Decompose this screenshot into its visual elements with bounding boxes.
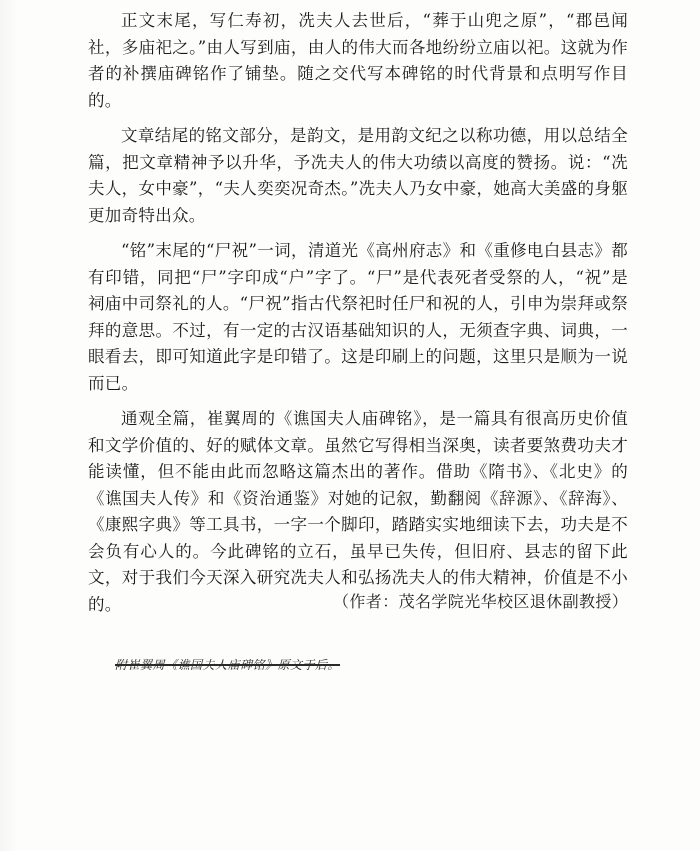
author-note: （作者：茂名学院光华校区退休副教授）: [333, 592, 629, 611]
paragraph-shizhu: “铭”末尾的“尸祝”一词，清道光《高州府志》和《重修电白县志》都有印错，同把“尸”字印成“户”字了。“尸”是代表死者受祭的人，“祝”是祠庙中司祭礼的人。“尸祝”指古代祭祀时任尸和祝的人，引申为崇拜或祭拜的意思。不过，有一定的古汉语基础知识的人，无须查字典、词典，一眼看去，即可知道此字是印错了。这是印刷上的问题，这里只是顺为一说而已。: [88, 241, 628, 393]
paragraph-overview: 通观全篇，崔翼周的《谯国夫人庙碑铭》，是一篇具有很高历史价值和文学价值的、好的赋体文章。虽然它写得相当深奥，读者要煞费功夫才能读懂，但不能由此而忽略这篇杰出的著作。借助《隋书》、《北史》的《谯国夫人传》和《资治通鉴》对她的记叙，勤翻阅《辞源》、《辞海》、《康熙字典》等工具书，一字一个脚印，踏踏实实地细读下去，功夫是不会负有心人的。今此碑铭的立石，虽早已失传，但旧府、县志的留下此文，对于我们今天深入研究冼夫人和弘扬冼夫人的伟大精神，价值是不小的。: [88, 409, 628, 614]
article-body: [88, 8, 628, 627]
scan-shadow: [0, 0, 18, 851]
struck-handwritten-note: 附崔翼周《谯国夫人庙碑铭》原文于后。: [115, 658, 341, 672]
paragraph-inscription: 文章结尾的铭文部分，是韵文，是用韵文纪之以称功德，用以总结全篇，把文章精神予以升华，予冼夫人的伟大功绩以高度的赞扬。说：“冼夫人，女中豪”，“夫人奕奕况奇杰。”冼夫人乃女中豪，她高大美盛的身躯更加奇特出众。: [88, 126, 628, 225]
paragraph-ending: 正文末尾，写仁寿初，冼夫人去世后，“葬于山兜之原”，“郡邑闻社，多庙祀之。”由人写到庙，由人的伟大而各地纷纷立庙以祀。这就为作者的补撰庙碑铭作了铺垫。随之交代写本碑铭的时代背景和点明写作目的。: [88, 11, 628, 110]
